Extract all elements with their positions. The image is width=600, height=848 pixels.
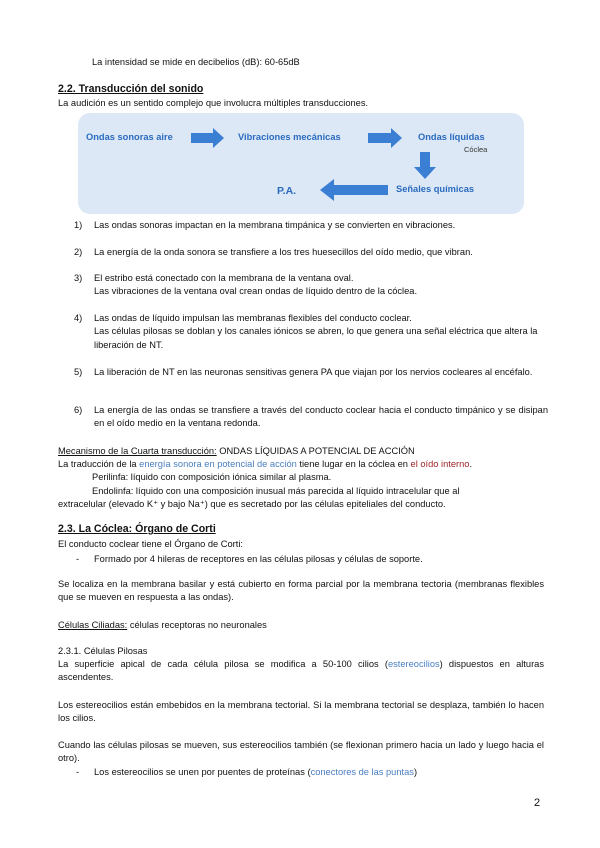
ciliated-cells-line [58,619,267,632]
ciliated-cells-value: células receptoras no neuronales [127,620,267,630]
translation-text: tiene lugar en la cóclea en [296,459,411,469]
list-item-number: 2) [74,247,83,257]
bullet-dash: - [76,554,80,564]
diagram-node-action-potential: P.A. [277,185,297,197]
diagram-node-sound-waves: Ondas sonoras aire [86,132,173,142]
endolymph-line: Endolinfa: líquido con una composición inusual más parecida al líquido intracelular que al [92,486,460,496]
ciliated-cells-label: Células Ciliadas: [58,620,128,630]
list-item-number: 6) [74,405,83,415]
inner-ear-highlight: el oído interno [410,459,470,469]
apical-surface-paragraph [58,658,544,685]
list-item-number: 5) [74,367,83,377]
section-2-3-title: 2.3. La Cóclea: Órgano de Corti [58,523,216,535]
section-2-3-intro: El conducto coclear tiene el Órgano de Corti: [58,539,244,549]
sound-energy-highlight: energía sonora en potencial de acción [139,459,297,469]
intensity-line: La intensidad se mide en decibelios (dB): 60-65dB [92,57,300,67]
page-number: 2 [534,797,541,809]
list-item-text [94,766,544,779]
subsection-title: 2.3.1. Células Pilosas [58,646,148,656]
tectorial-paragraph: Los estereocilios están embebidos en la membrana tectorial. Si la membrana tectorial se desplaza, también lo hacen los cilios. [58,700,544,724]
mechanism-line [58,445,415,458]
list-item-text: Las ondas sonoras impactan en la membrana timpánica y se convierten en vibraciones. [94,220,456,230]
diagram-node-chemical-signals: Señales químicas [396,184,475,194]
translation-text: La traducción de la [58,459,140,469]
bullet-text: Los estereocilios se unen por puentes de proteínas ( [94,767,311,777]
basilar-paragraph: Se localiza en la membrana basilar y está cubierto en forma parcial por la membrana tectoria (membranas flexibles que se mueven en respuesta a las ondas). [58,579,544,603]
section-2-2-title: 2.2. Transducción del sonido [58,83,204,95]
arrow-right-2-icon [368,128,402,148]
list-item-text: Las células pilosas se doblan y los canales iónicos se abren, lo que genera una señal eléctrica que altera la liberación de NT. [94,326,538,350]
list-item-text: La energía de la onda sonora se transfiere a los tres huesecillos del oído medio, que vibran. [94,247,473,257]
paragraph-text: La superficie apical de cada célula pilosa se modifica a 50-100 cilios ( [58,659,388,669]
mechanism-value: ONDAS LÍQUIDAS A POTENCIAL DE ACCIÓN [216,446,415,456]
list-item-text: La liberación de NT en las neuronas sensitivas genera PA que viajan por los nervios cocleares al encéfalo. [94,367,533,377]
diagram-node-mechanical-vibrations: Vibraciones mecánicas [238,132,341,142]
paragraph-text: ) dispuestos en alturas ascendentes. [58,659,544,683]
arrow-left-icon [320,179,388,201]
list-item-text: Las ondas de líquido impulsan las membranas flexibles del conducto coclear. [94,313,412,323]
list-item-number: 4) [74,313,83,323]
list-item-number: 3) [74,273,83,283]
stereocilia-highlight: estereocilios [387,659,440,669]
list-item-text: Las vibraciones de la ventana oval crean ondas de líquido dentro de la cóclea. [94,286,418,297]
perilymph-line: Perilinfa: líquido con composición iónica similar al plasma. [92,472,332,482]
arrow-down-icon [414,152,436,179]
movement-paragraph: Cuando las células pilosas se mueven, sus estereocilios también (se flexionan primero hacia un lado y luego hacia el otro). [58,740,544,764]
translation-line [58,458,472,471]
endolymph-line-cont: extracelular (elevado K⁺ y bajo Na⁺) que es secretado por las células epiteliales del conducto. [58,499,446,509]
diagram-cochlea-label: Cóclea [464,145,488,154]
translation-text: . [469,459,473,469]
diagram-arrows [78,113,524,214]
list-item-text: El estribo está conectado con la membrana de la ventana oval. [94,273,354,283]
arrow-right-1-icon [191,128,224,148]
list-item-text: La energía de las ondas se transfiere a través del conducto coclear hacia el conducto timpánico y se disipan en el oído medio en la ventana redonda. [94,405,548,429]
bullet-text: ) [413,767,418,777]
mechanism-label: Mecanismo de la Cuarta transducción: [58,446,217,456]
bullet-dash: - [76,767,80,777]
diagram-node-liquid-waves: Ondas líquidas [418,132,485,142]
tip-links-highlight: conectores de las puntas [310,767,414,777]
list-item-number: 1) [74,220,83,230]
list-item-text: Formado por 4 hileras de receptores en las células pilosas y células de soporte. [94,554,423,564]
section-2-2-intro: La audición es un sentido complejo que involucra múltiples transducciones. [58,98,369,108]
transduction-diagram [78,113,524,214]
